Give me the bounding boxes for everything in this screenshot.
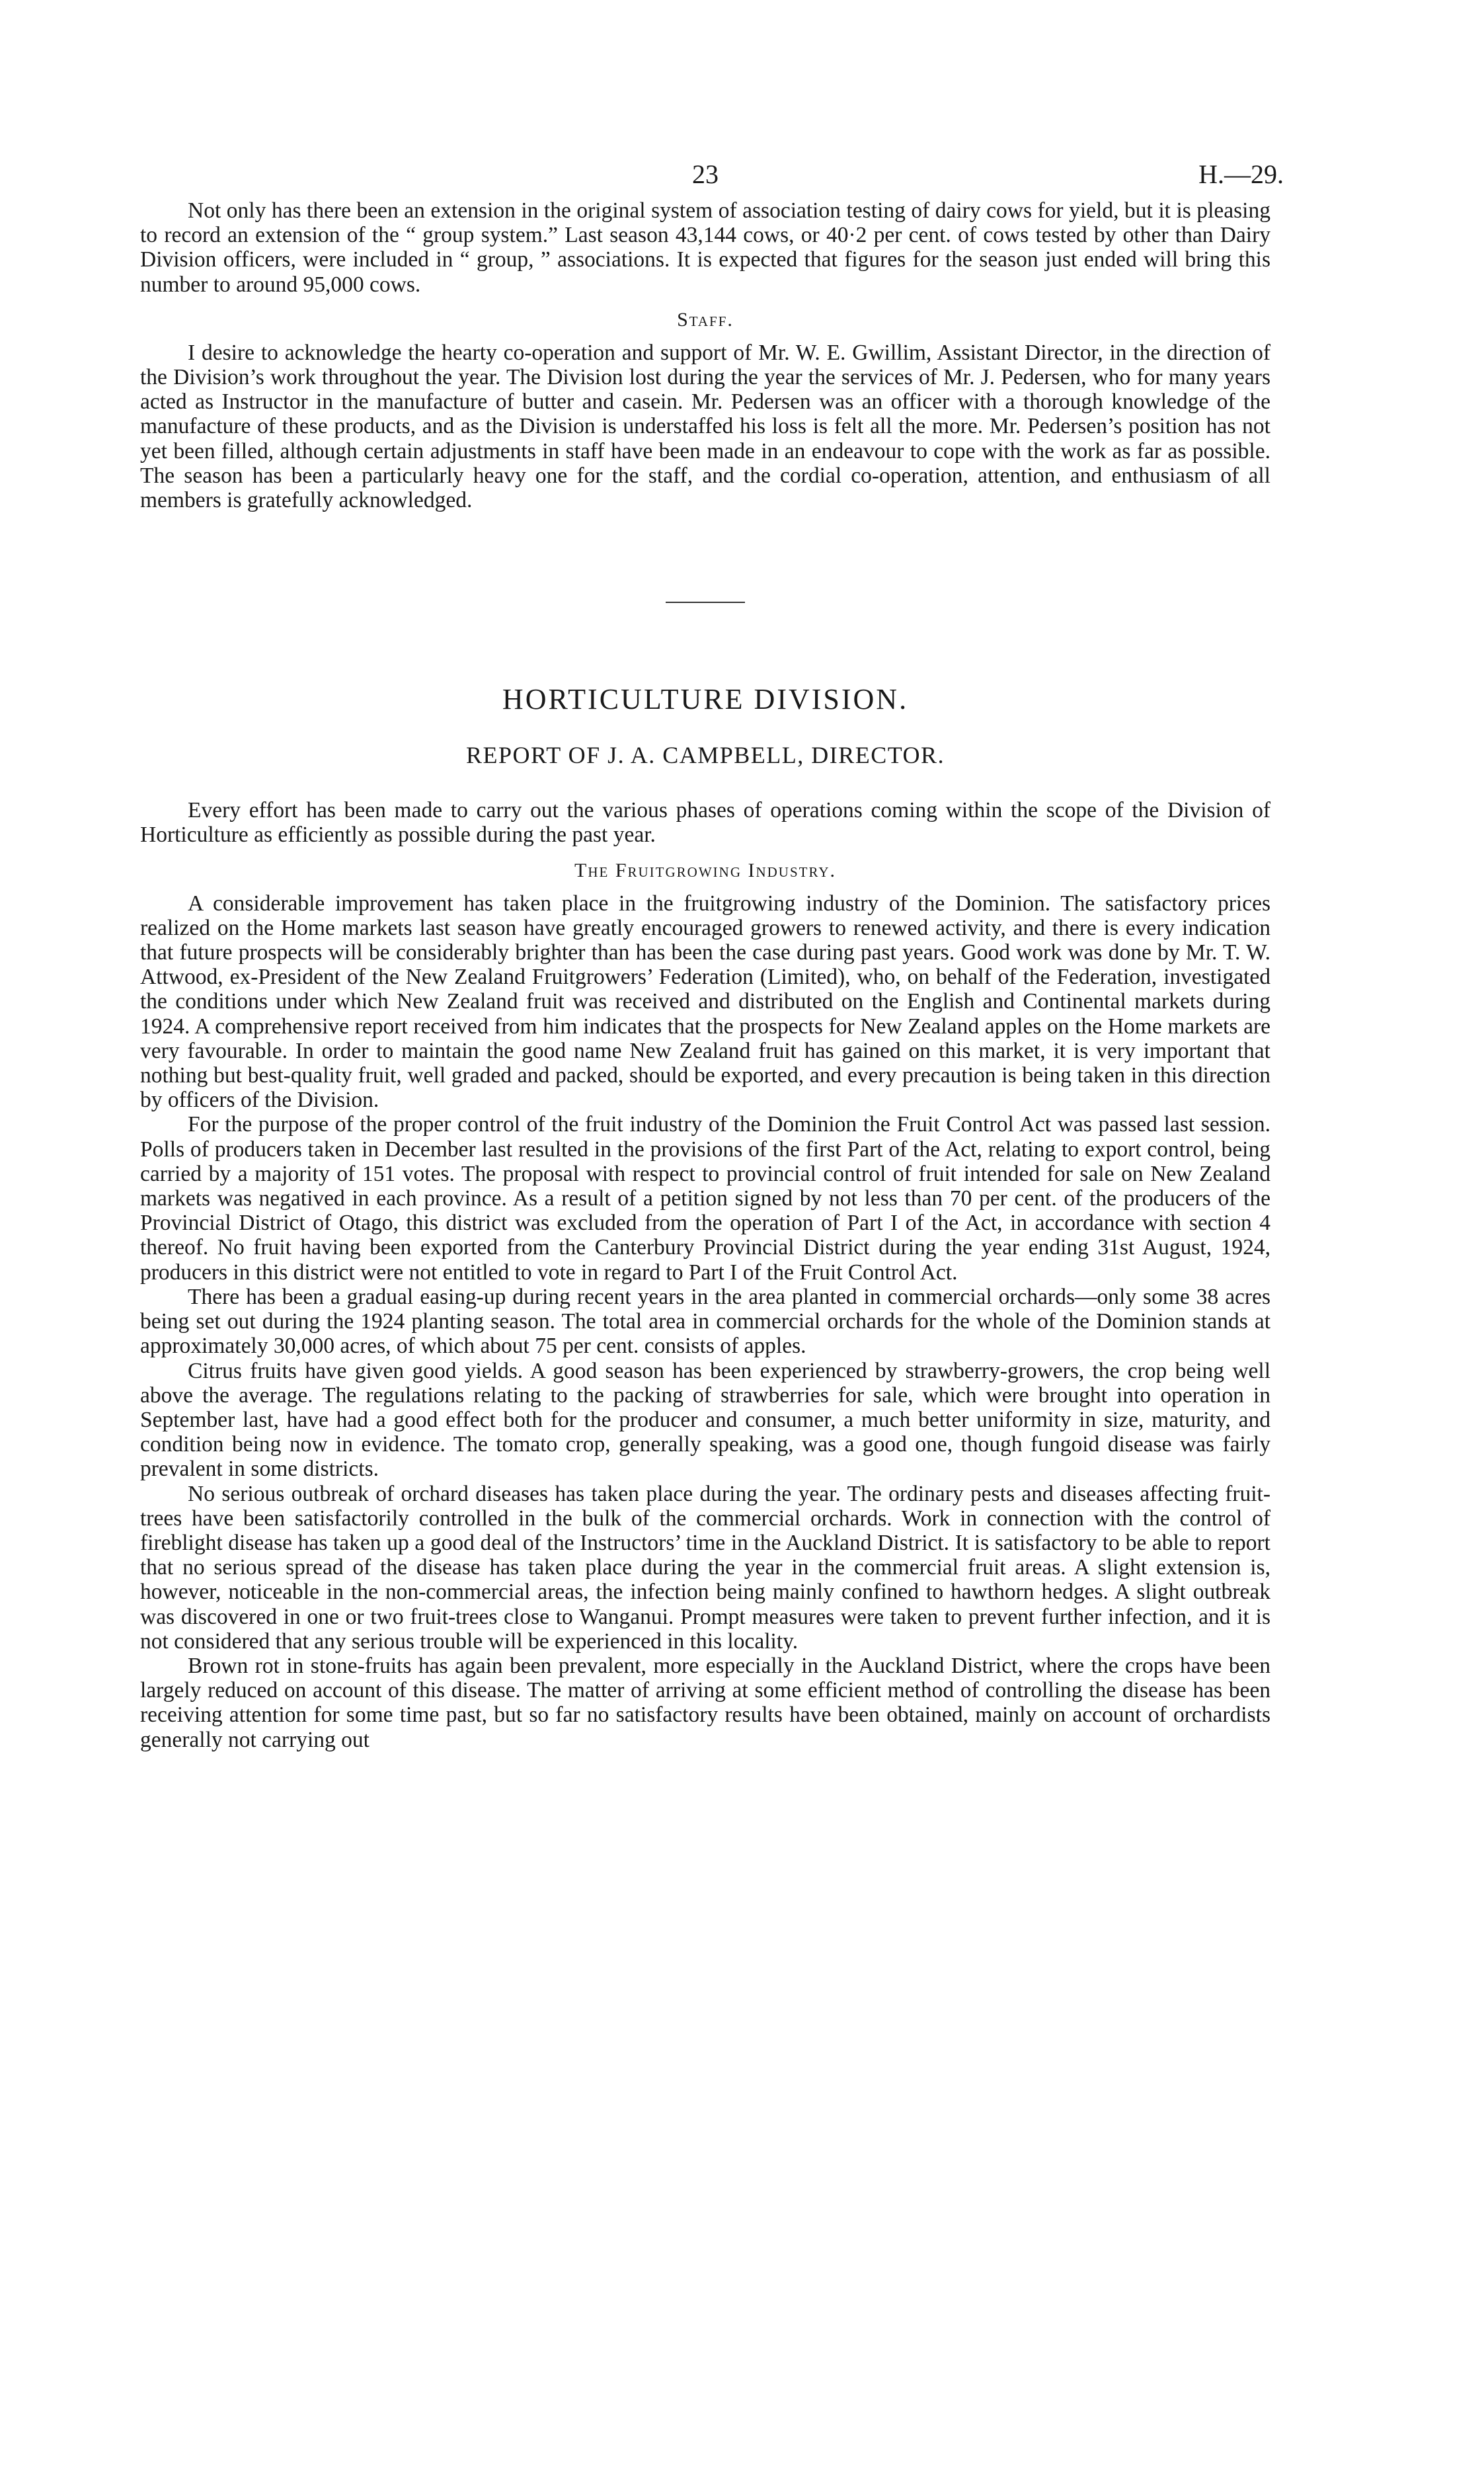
- paragraph: I desire to acknowledge the hearty co-operation and support of Mr. W. E. Gwillim, Assistant Director, in the direction of the Division’s work throughout the year. The Division lost during the year the services of Mr. J. Pedersen, who for many years acted as Instructor in the manufacture of butter and casein. Mr. Pedersen was an officer with a thorough knowledge of the manufacture of these products, and as the Division is understaffed his loss is felt all the more. Mr. Pedersen’s position has not yet been filled, although certain adjustments in staff have been made in an endeavour to cope with the work as far as possible. The season has been a particularly heavy one for the staff, and the cordial co-operation, attention, and enthusiasm of all members is gratefully acknowledged.: [140, 340, 1270, 513]
- section-heading: Staff.: [677, 308, 734, 331]
- document-page: [140, 159, 1284, 1752]
- paragraph: Not only has there been an extension in the original system of association testing of dairy cows for yield, but it is pleasing to record an extension of the “ group system.” Last season 43,144 cows, or 40·2 per cent. of cows tested by other than Dairy Division officers, were included in “ group, ” associations. It is expected that figures for the season just ended will bring this number to around 95,000 cows.: [140, 198, 1270, 297]
- report-subtitle: REPORT OF J. A. CAMPBELL, DIRECTOR.: [465, 742, 945, 769]
- section-heading: The Fruitgrowing Industry.: [574, 859, 836, 881]
- horticulture-section: [140, 682, 1270, 1752]
- division-title: HORTICULTURE DIVISION.: [502, 683, 909, 716]
- paragraph: No serious outbreak of orchard diseases has taken place during the year. The ordinary pests and diseases affecting fruit-trees have been satisfactorily controlled in the bulk of the commercial orchards. Work in connection with the control of fireblight disease has taken up a good deal of the Instructors’ time in the Auckland District. It is satisfactory to be able to report that no serious spread of the disease has taken place during the year in the commercial fruit areas. A slight extension is, however, noticeable in the non-commercial areas, the infection being mainly confined to hawthorn hedges. A slight outbreak was discovered in one or two fruit-trees close to Wanganui. Prompt measures were taken to prevent further infection, and it is not considered that any serious trouble will be experienced in this locality.: [140, 1481, 1270, 1654]
- dairy-testing-section: [140, 198, 1270, 297]
- page-number: 23: [692, 159, 719, 189]
- paragraph: A considerable improvement has taken place in the fruitgrowing industry of the Dominion. The satisfactory prices realized on the Home markets last season have greatly encouraged growers to renewed activity, and there is every indication that future prospects will be considerably brighter than has been the case during past years. Good work was done by Mr. T. W. Attwood, ex-President of the New Zealand Fruitgrowers’ Federation (Limited), who, on behalf of the Federation, investigated the conditions under which New Zealand fruit was received and distributed on the English and Continental markets during 1924. A comprehensive report received from him indicates that the prospects for New Zealand apples on the Home markets are very favourable. In order to maintain the good name New Zealand fruit has gained on this market, it is very important that nothing but best-quality fruit, well graded and packed, should be exported, and every precaution is being taken in this direction by officers of the Division.: [140, 891, 1270, 1113]
- staff-section: [140, 309, 1270, 512]
- document-reference: H.—29.: [1198, 159, 1284, 189]
- page-header: [140, 159, 1284, 198]
- section-divider: [666, 602, 745, 603]
- paragraph: Brown rot in stone-fruits has again been prevalent, more especially in the Auckland District, where the crops have been largely reduced on account of this disease. The matter of arriving at some efficient method of controlling the disease has been receiving attention for some time past, but so far no satisfactory results have been obtained, mainly on account of orchardists generally not carrying out: [140, 1653, 1270, 1752]
- paragraph: There has been a gradual easing-up during recent years in the area planted in commercial orchards—only some 38 acres being set out during the 1924 planting season. The total area in commercial orchards for the whole of the Dominion stands at approximately 30,000 acres, of which about 75 per cent. consists of apples.: [140, 1284, 1270, 1359]
- paragraph: Every effort has been made to carry out the various phases of operations coming within the scope of the Division of Horticulture as efficiently as possible during the past year.: [140, 798, 1270, 848]
- paragraph: Citrus fruits have given good yields. A good season has been experienced by strawberry-growers, the crop being well above the average. The regulations relating to the packing of strawberries for sale, which were brought into operation in September last, have had a good effect both for the producer and consumer, a much better uniformity in size, maturity, and condition being now in evidence. The tomato crop, generally speaking, was a good one, though fungoid disease was fairly prevalent in some districts.: [140, 1358, 1270, 1482]
- paragraph: For the purpose of the proper control of the fruit industry of the Dominion the Fruit Control Act was passed last session. Polls of producers taken in December last resulted in the provisions of the first Part of the Act, relating to export control, being carried by a majority of 151 votes. The proposal with respect to provincial control of fruit intended for sale on New Zealand markets was negatived in each province. As a result of a petition signed by not less than 70 per cent. of the producers of the Provincial District of Otago, this district was excluded from the operation of Part I of the Act, in accordance with section 4 thereof. No fruit having been exported from the Canterbury Provincial District during the year ending 31st August, 1924, producers in this district were not entitled to vote in regard to Part I of the Fruit Control Act.: [140, 1112, 1270, 1285]
